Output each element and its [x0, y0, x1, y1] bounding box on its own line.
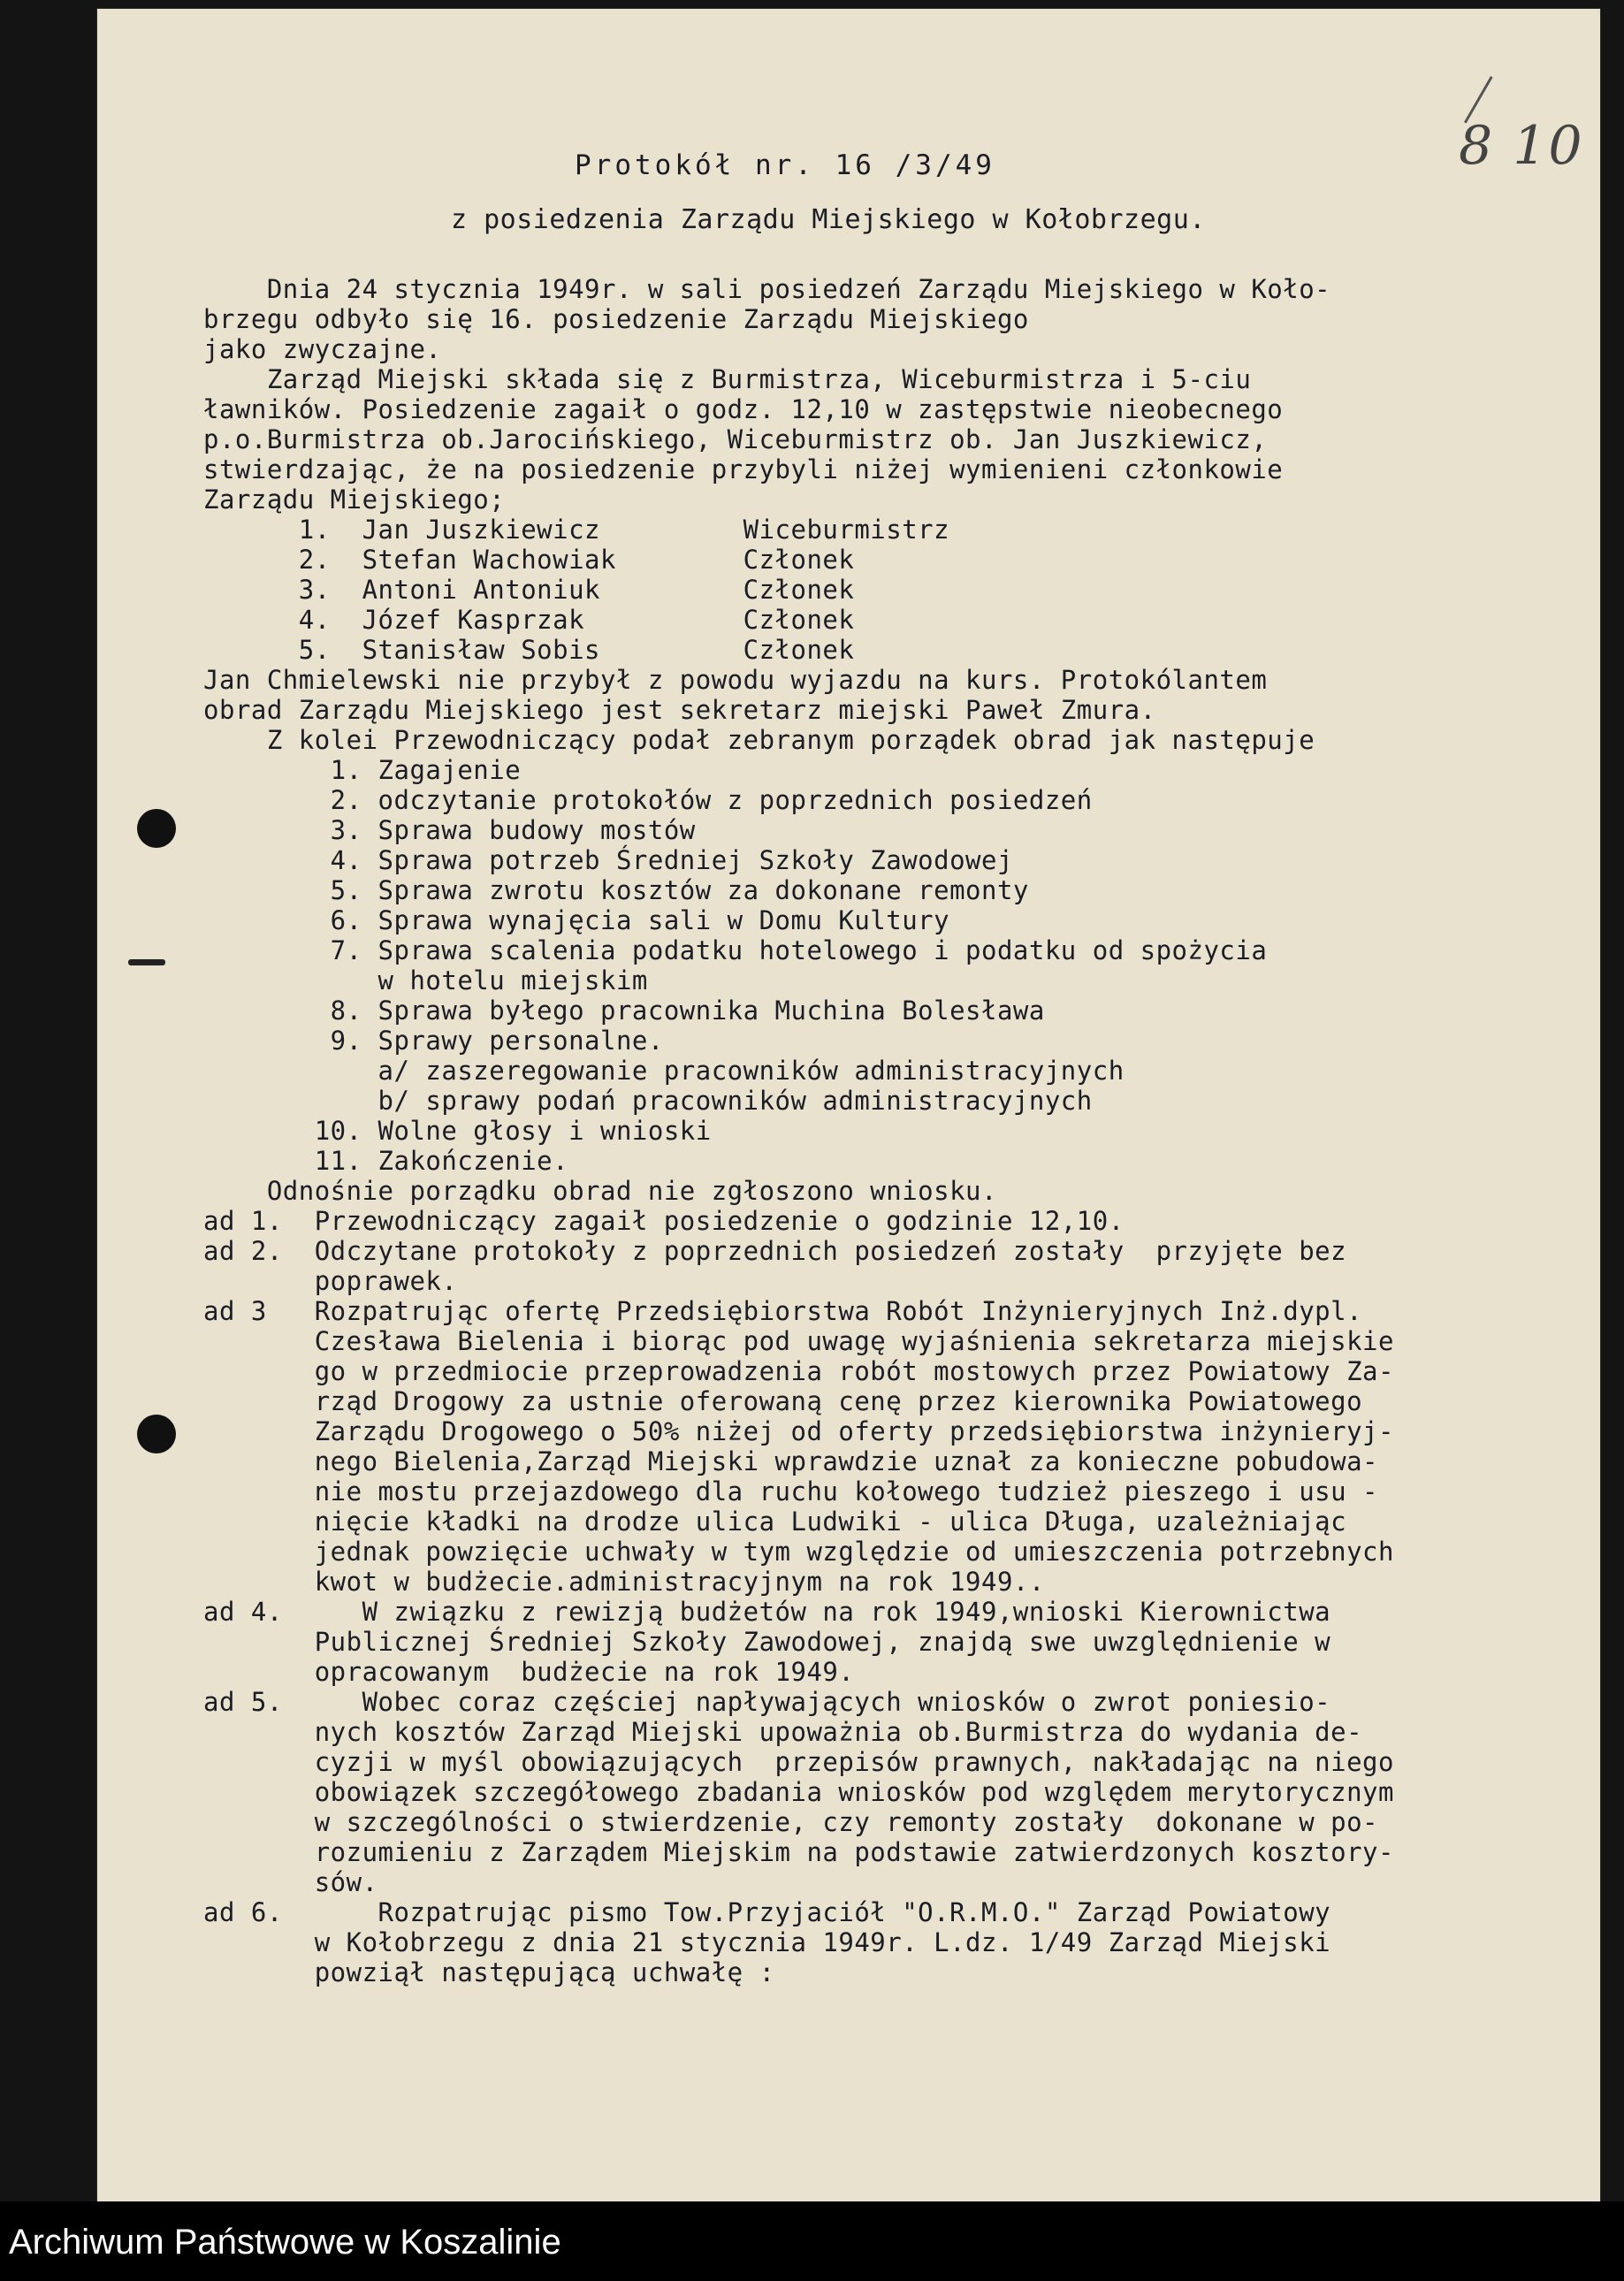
document-line: 2. odczytanie protokołów z poprzednich posiedzeń	[203, 785, 1093, 815]
document-line: ad 1. Przewodniczący zagaił posiedzenie o godzinie 12,10.	[203, 1206, 1125, 1236]
document-line: obrad Zarządu Miejskiego jest sekretarz miejski Paweł Zmura.	[203, 695, 1156, 725]
document-line: w szczególności o stwierdzenie, czy remonty zostały dokonane w po-	[203, 1807, 1379, 1837]
document-line: 5. Sprawa zwrotu kosztów za dokonane remonty	[203, 875, 1029, 905]
margin-mark	[128, 959, 165, 965]
document-line: 4. Józef Kasprzak Członek	[203, 605, 855, 635]
document-line: jednak powzięcie uchwały w tym względzie od umieszczenia potrzebnych	[203, 1537, 1394, 1567]
document-line: stwierdzając, że na posiedzenie przybyli niżej wymienieni członkowie	[203, 454, 1284, 484]
document-line: Czesława Bielenia i biorąc pod uwagę wyjaśnienia sekretarza miejskie	[203, 1326, 1394, 1356]
document-title: Protokół nr. 16 /3/49	[575, 149, 995, 181]
document-line: nego Bielenia,Zarząd Miejski wprawdzie uznał za konieczne pobudowa-	[203, 1446, 1379, 1476]
document-line: ad 2. Odczytane protokoły z poprzednich posiedzeń zostały przyjęte bez	[203, 1236, 1347, 1266]
archive-name: Archiwum Państwowe w Koszalinie	[9, 2223, 561, 2262]
document-line: Odnośnie porządku obrad nie zgłoszono wniosku.	[203, 1176, 997, 1206]
document-line: 7. Sprawa scalenia podatku hotelowego i podatku od spożycia	[203, 935, 1268, 965]
document-line: w Kołobrzegu z dnia 21 stycznia 1949r. L.dz. 1/49 Zarząd Miejski	[203, 1927, 1331, 1957]
document-line: Zarządu Drogowego o 50% niżej od oferty przedsiębiorstwa inżynieryj-	[203, 1416, 1394, 1446]
document-line: cyzji w myśl obowiązujących przepisów prawnych, nakładając na niego	[203, 1747, 1394, 1777]
document-line: 9. Sprawy personalne.	[203, 1026, 664, 1056]
document-line: 3. Antoni Antoniuk Członek	[203, 575, 855, 605]
document-line: 8. Sprawa byłego pracownika Muchina Bolesława	[203, 996, 1045, 1026]
document-line: Publicznej Średniej Szkoły Zawodowej, znajdą swe uwzględnienie w	[203, 1627, 1331, 1657]
document-line: ad 3 Rozpatrując ofertę Przedsiębiorstwa Robót Inżynieryjnych Inż.dypl.	[203, 1296, 1363, 1326]
document-line: 4. Sprawa potrzeb Średniej Szkoły Zawodowej	[203, 845, 1013, 875]
document-line: ad 6. Rozpatrując pismo Tow.Przyjaciół "O.R.M.O." Zarząd Powiatowy	[203, 1897, 1331, 1927]
document-line: go w przedmiocie przeprowadzenia robót mostowych przez Powiatowy Za-	[203, 1356, 1394, 1386]
document-line: ławników. Posiedzenie zagaił o godz. 12,10 w zastępstwie nieobecnego	[203, 394, 1284, 424]
document-line: p.o.Burmistrza ob.Jarocińskiego, Wiceburmistrz ob. Jan Juszkiewicz,	[203, 424, 1268, 454]
document-line: rząd Drogowy za ustnie oferowaną cenę przez kierownika Powiatowego	[203, 1386, 1363, 1416]
document-line: opracowanym budżecie na rok 1949.	[203, 1657, 855, 1687]
document-line: ad 5. Wobec coraz częściej napływających wniosków o zwrot poniesio-	[203, 1687, 1331, 1717]
document-line: a/ zaszeregowanie pracowników administracyjnych	[203, 1056, 1125, 1086]
document-line: 6. Sprawa wynajęcia sali w Domu Kultury	[203, 905, 950, 935]
document-line: Zarząd Miejski składa się z Burmistrza, Wiceburmistrza i 5-ciu	[203, 364, 1252, 394]
document-subtitle: z posiedzenia Zarządu Miejskiego w Kołobrzegu.	[451, 204, 1206, 235]
document-line: 1. Jan Juszkiewicz Wiceburmistrz	[203, 515, 950, 545]
document-line: rozumieniu z Zarządem Miejskim na podstawie zatwierdzonych kosztory-	[203, 1837, 1394, 1867]
document-line: obowiązek szczegółowego zbadania wniosków pod względem merytorycznym	[203, 1777, 1394, 1807]
document-page	[97, 9, 1600, 2201]
document-line: Jan Chmielewski nie przybył z powodu wyjazdu na kurs. Protokólantem	[203, 665, 1268, 695]
document-line: Z kolei Przewodniczący podał zebranym porządek obrad jak następuje	[203, 725, 1315, 755]
document-line: nych kosztów Zarząd Miejski upoważnia ob.Burmistrza do wydania de-	[203, 1717, 1363, 1747]
document-line: jako zwyczajne.	[203, 334, 442, 364]
document-line: Dnia 24 stycznia 1949r. w sali posiedzeń Zarządu Miejskiego w Koło-	[203, 274, 1331, 304]
document-line: powziął następującą uchwałę :	[203, 1957, 775, 1987]
document-line: sów.	[203, 1867, 378, 1897]
document-line: 5. Stanisław Sobis Członek	[203, 635, 855, 665]
document-body	[203, 274, 1394, 1987]
document-line: 10. Wolne głosy i wnioski	[203, 1116, 712, 1146]
document-line: Zarządu Miejskiego;	[203, 484, 506, 515]
document-line: 3. Sprawa budowy mostów	[203, 815, 696, 845]
archive-number-handwritten: 8 10	[1459, 115, 1584, 177]
document-line: 2. Stefan Wachowiak Członek	[203, 545, 855, 575]
punch-hole	[137, 809, 176, 848]
document-line: poprawek.	[203, 1266, 458, 1296]
punch-hole	[137, 1415, 176, 1453]
document-line: b/ sprawy podań pracowników administracyjnych	[203, 1086, 1093, 1116]
document-line: 1. Zagajenie	[203, 755, 522, 785]
document-line: w hotelu miejskim	[203, 965, 648, 996]
archive-footer	[0, 2201, 1624, 2281]
document-line: kwot w budżecie.administracyjnym na rok 1949..	[203, 1567, 1045, 1597]
document-line: nie mostu przejazdowego dla ruchu kołowego tudzież pieszego i usu -	[203, 1476, 1379, 1507]
document-line: ad 4. W związku z rewizją budżetów na rok 1949,wnioski Kierownictwa	[203, 1597, 1331, 1627]
document-line: brzegu odbyło się 16. posiedzenie Zarządu Miejskiego	[203, 304, 1029, 334]
document-line: nięcie kładki na drodze ulica Ludwiki - ulica Długa, uzależniając	[203, 1507, 1347, 1537]
document-line: 11. Zakończenie.	[203, 1146, 569, 1176]
